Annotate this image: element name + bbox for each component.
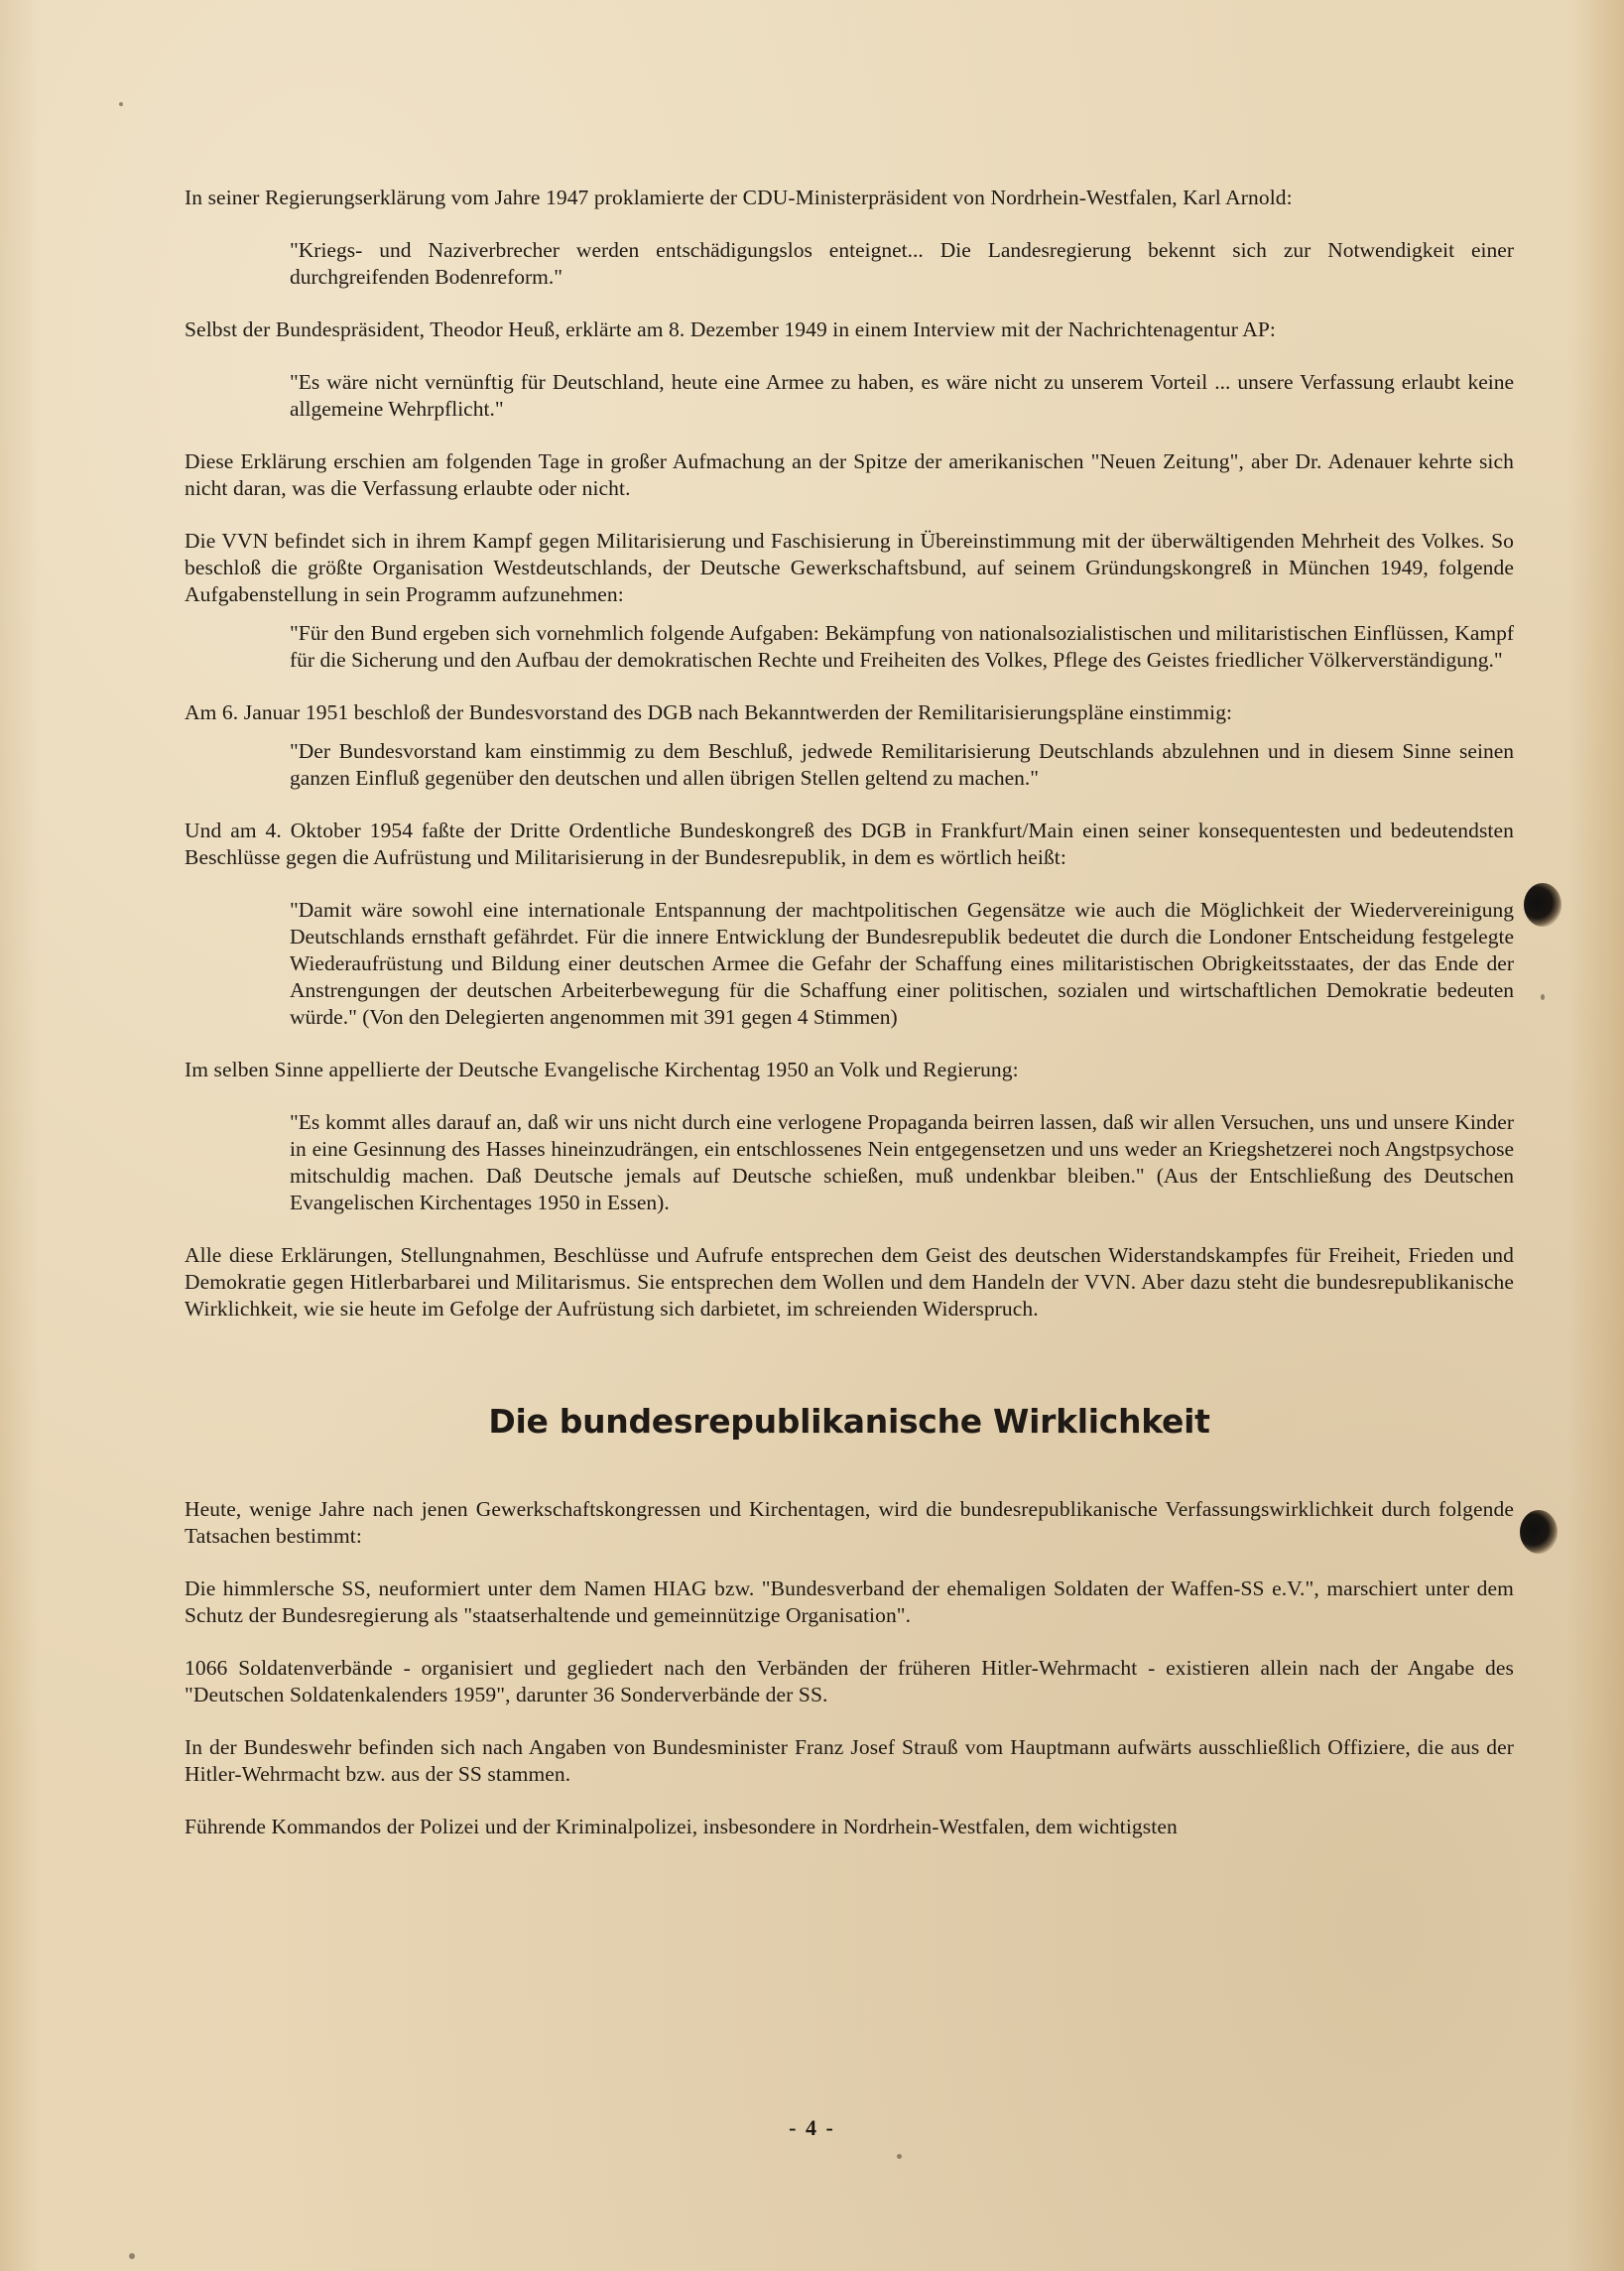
paragraph: Die himmlersche SS, neuformiert unter dem Namen HIAG bzw. "Bundesverband der ehemaligen Soldaten der Waffen-SS e.V.", marschiert unter dem Schutz der Bundesregierung als "staatserhaltende und gemeinnützige Organisation".	[185, 1577, 1514, 1627]
document-body	[185, 185, 1514, 1866]
quote-block: "Kriegs- und Naziverbrecher werden entschädigungslos enteignet... Die Landesregierung bekennt sich zur Notwendigkeit einer durchgreifenden Bodenreform."	[290, 238, 1514, 289]
paragraph: Die VVN befindet sich in ihrem Kampf gegen Militarisierung und Faschisierung in Übereinstimmung mit der überwältigenden Mehrheit des Volkes. So beschloß die größte Organisation Westdeutschlands, der Deutsche Gewerkschaftsbund, auf seinem Gründungskongreß in München 1949, folgende Aufgabenstellung in sein Programm aufzunehmen:	[185, 529, 1514, 606]
quote-block: "Der Bundesvorstand kam einstimmig zu dem Beschluß, jedwede Remilitarisierung Deutschlands abzulehnen und in diesem Sinne seinen ganzen Einfluß gegenüber den deutschen und allen übrigen Stellen geltend zu machen."	[290, 739, 1514, 790]
section-heading: Die bundesrepublikanische Wirklichkeit	[488, 1402, 1210, 1441]
paragraph: Am 6. Januar 1951 beschloß der Bundesvorstand des DGB nach Bekanntwerden der Remilitarisierungspläne einstimmig:	[185, 700, 1233, 724]
page-number: - 4 -	[789, 2115, 835, 2140]
paper-speck	[897, 2154, 902, 2159]
paragraph: Führende Kommandos der Polizei und der Kriminalpolizei, insbesondere in Nordrhein-Westfalen, dem wichtigsten	[185, 1815, 1178, 1838]
paragraph: Selbst der Bundespräsident, Theodor Heuß, erklärte am 8. Dezember 1949 in einem Interview mit der Nachrichtenagentur AP:	[185, 317, 1277, 341]
paragraph: Diese Erklärung erschien am folgenden Tage in großer Aufmachung an der Spitze der amerikanischen "Neuen Zeitung", aber Dr. Adenauer kehrte sich nicht daran, was die Verfassung erlaubte oder nicht.	[185, 449, 1514, 500]
paragraph: Alle diese Erklärungen, Stellungnahmen, Beschlüsse und Aufrufe entsprechen dem Geist des deutschen Widerstandskampfes für Freiheit, Frieden und Demokratie gegen Hitlerbarbarei und Militarismus. Sie entsprechen dem Wollen und dem Handeln der VVN. Aber dazu steht die bundesrepublikanische Wirklichkeit, wie sie heute im Gefolge der Aufrüstung sich darbietet, im schreienden Widerspruch.	[185, 1243, 1514, 1321]
paragraph: In seiner Regierungserklärung vom Jahre 1947 proklamierte der CDU-Ministerpräsident von Nordrhein-Westfalen, Karl Arnold:	[185, 186, 1293, 209]
punch-hole-top	[1524, 883, 1562, 927]
quote-block: "Es kommt alles darauf an, daß wir uns nicht durch eine verlogene Propaganda beirren lassen, daß wir allen Versuchen, uns und unsere Kinder in eine Gesinnung des Hasses hineinzudrängen, ein entschlossenes Nein entgegensetzen und uns weder an Kriegshetzerei noch Angstpsychose mitschuldig machen. Daß Deutsche jemals auf Deutsche schießen, muß undenkbar bleiben." (Aus der Entschließung des Deutschen Evangelischen Kirchentages 1950 in Essen).	[290, 1110, 1514, 1214]
quote-block: "Für den Bund ergeben sich vornehmlich folgende Aufgaben: Bekämpfung von nationalsozialistischen und militaristischen Einflüssen, Kampf für die Sicherung und den Aufbau der demokratischen Rechte und Freiheiten des Volkes, Pflege des Geistes friedlicher Völkerverständigung."	[290, 621, 1514, 672]
quote-block: "Damit wäre sowohl eine internationale Entspannung der machtpolitischen Gegensätze wie auch die Möglichkeit der Wiedervereinigung Deutschlands ernsthaft gefährdet. Für die innere Entwicklung der Bundesrepublik bedeutet die durch die Londoner Entscheidung festgelegte Wiederaufrüstung und Bildung einer deutschen Armee die Gefahr der Schaffung eines militaristischen Obrigkeitsstaates, der das Ende der Anstrengungen der deutschen Arbeiterbewegung für die Schaffung einer politischen, sozialen und wirtschaftlichen Demokratie bedeuten würde." (Von den Delegierten angenommen mit 391 gegen 4 Stimmen)	[290, 898, 1514, 1029]
paper-speck	[1541, 994, 1545, 1000]
paragraph: 1066 Soldatenverbände - organisiert und gegliedert nach den Verbänden der früheren Hitler-Wehrmacht - existieren allein nach der Angabe des "Deutschen Soldatenkalenders 1959", darunter 36 Sonderverbände der SS.	[185, 1656, 1514, 1706]
paper-speck	[119, 102, 123, 106]
paragraph: In der Bundeswehr befinden sich nach Angaben von Bundesminister Franz Josef Strauß vom Hauptmann aufwärts ausschließlich Offiziere, die aus der Hitler-Wehrmacht bzw. aus der SS stammen.	[185, 1735, 1514, 1786]
quote-block: "Es wäre nicht vernünftig für Deutschland, heute eine Armee zu haben, es wäre nicht zu unserem Vorteil ... unsere Verfassung erlaubt keine allgemeine Wehrpflicht."	[290, 370, 1514, 421]
punch-hole-bottom	[1520, 1510, 1558, 1554]
paragraph: Heute, wenige Jahre nach jenen Gewerkschaftskongressen und Kirchentagen, wird die bundesrepublikanische Verfassungswirklichkeit durch folgende Tatsachen bestimmt:	[185, 1497, 1514, 1548]
paragraph: Und am 4. Oktober 1954 faßte der Dritte Ordentliche Bundeskongreß des DGB in Frankfurt/Main einen seiner konsequentesten und bedeutendsten Beschlüsse gegen die Aufrüstung und Militarisierung in der Bundesrepublik, in dem es wörtlich heißt:	[185, 819, 1514, 869]
paragraph: Im selben Sinne appellierte der Deutsche Evangelische Kirchentag 1950 an Volk und Regierung:	[185, 1058, 1019, 1081]
paper-speck	[129, 2253, 135, 2259]
